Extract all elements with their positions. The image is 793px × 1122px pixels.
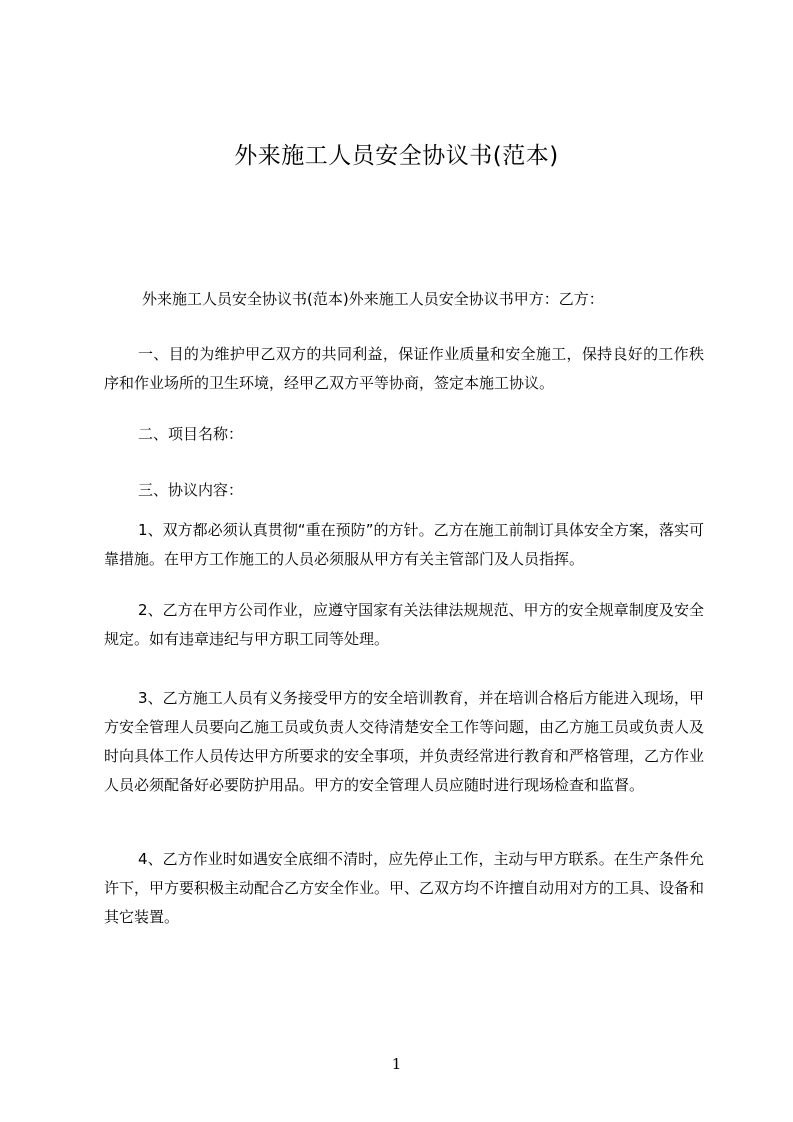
clause-2-paragraph: 2、乙方在甲方公司作业，应遵守国家有关法律法规规范、甲方的安全规章制度及安全规定。如有违章违纪与甲方职工同等处理。 (104, 601, 704, 648)
clause-3-paragraph: 3、乙方施工人员有义务接受甲方的安全培训教育，并在培训合格后方能进入现场，甲方安全管理人员要向乙施工员或负责人交待清楚安全工作等问题，由乙方施工员或负责人及时向具体工作人员传达甲方所要求的安全事项，并负责经常进行教育和严格管理，乙方作业人员必须配备好必要防护用品。甲方的安全管理人员应随时进行现场检查和监督。 (104, 689, 705, 794)
section-agreement-content-heading: 三、协议内容： (138, 481, 244, 499)
section-purpose-paragraph: 一、目的为维护甲乙双方的共同利益，保证作业质量和安全施工，保持良好的工作秩序和作业场所的卫生环境，经甲乙双方平等协商，签定本施工协议。 (104, 345, 704, 392)
clause-1-paragraph: 1、双方都必须认真贯彻“重在预防”的方针。乙方在施工前制订具体安全方案，落实可靠措施。在甲方工作施工的人员必须服从甲方有关主管部门及人员指挥。 (104, 521, 704, 568)
document-title: 外来施工人员安全协议书(范本) (234, 143, 559, 169)
intro-paragraph: 外来施工人员安全协议书(范本)外来施工人员安全协议书甲方：乙方： (142, 290, 604, 308)
clause-4-paragraph: 4、乙方作业时如遇安全底细不清时，应先停止工作，主动与甲方联系。在生产条件允许下，甲方要积极主动配合乙方安全作业。甲、乙双方均不许擅自动用对方的工具、设备和其它装置。 (104, 850, 705, 926)
page-number: 1 (391, 1055, 402, 1073)
section-project-name-paragraph: 二、项目名称： (138, 425, 244, 443)
